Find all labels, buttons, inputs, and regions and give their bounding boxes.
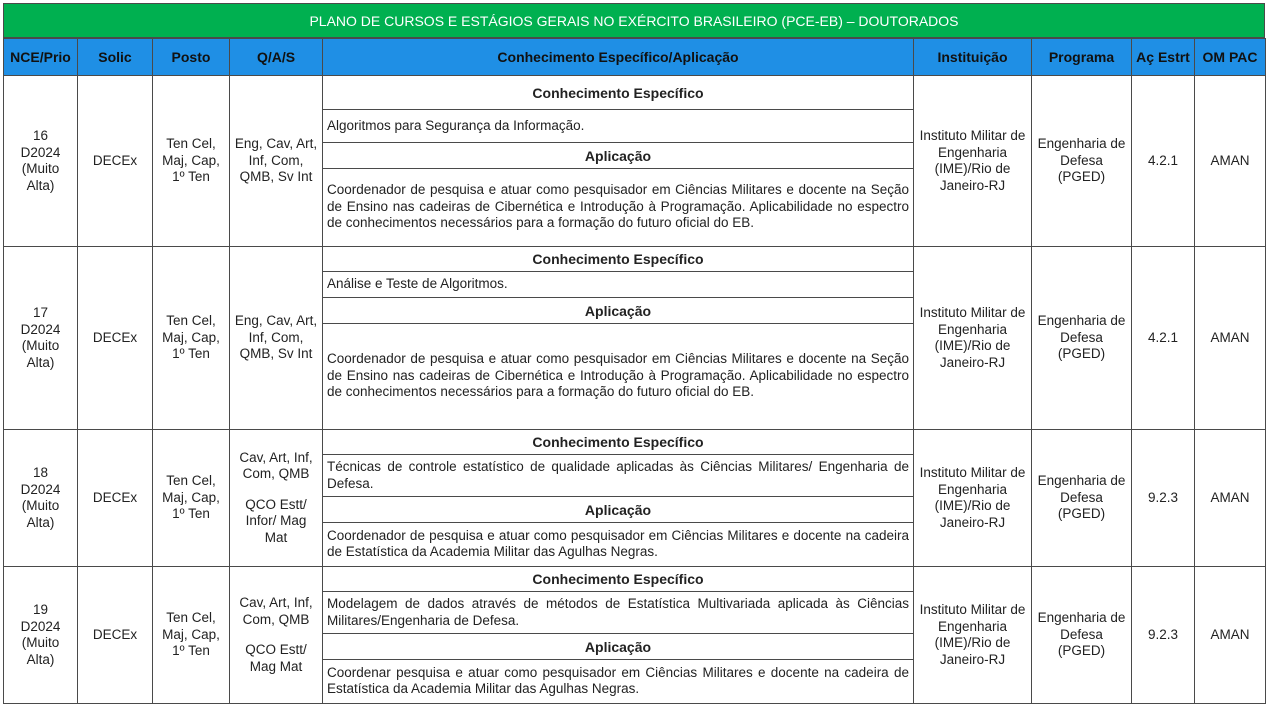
- qas-cell: Eng, Cav, Art, Inf, Com, QMB, Sv Int: [230, 247, 323, 430]
- knowledge-cell: [323, 567, 914, 704]
- om-pac-cell: AMAN: [1195, 430, 1266, 567]
- posto-cell: Ten Cel, Maj, Cap, 1º Ten: [153, 567, 230, 704]
- nce-number: 16: [32, 128, 49, 143]
- nce-code: D2024: [20, 144, 61, 160]
- nce-cell: [4, 247, 78, 430]
- application-text: Coordenar pesquisa e atuar como pesquisador em Ciências Militares e docente na cadeira de Estatística da Academia Militar das Agulhas Negras.: [327, 664, 909, 696]
- knowledge-heading: Conhecimento Específico: [323, 430, 913, 455]
- application-heading: Aplicação: [323, 497, 913, 523]
- nce-priority: (Muito Alta): [21, 338, 60, 370]
- qas-cell: Eng, Cav, Art, Inf, Com, QMB, Sv Int: [230, 76, 323, 247]
- om-pac-cell: AMAN: [1195, 567, 1266, 704]
- nce-number: 17: [32, 305, 49, 320]
- table-row: [4, 567, 1266, 704]
- application-heading: Aplicação: [323, 634, 913, 660]
- nce-cell: [4, 76, 78, 247]
- knowledge-text: Modelagem de dados através de métodos de Estatística Multivariada aplicada às Ciências Militares/Engenharia de Defesa.: [323, 592, 913, 634]
- solic-cell: DECEx: [78, 247, 153, 430]
- header-ac-estrt: Aç Estrt: [1132, 39, 1195, 76]
- table-row: [4, 430, 1266, 567]
- application-text: Coordenador de pesquisa e atuar como pesquisador em Ciências Militares e docente na cadeira de Estatística da Academia Militar das Agulhas Negras.: [327, 527, 909, 559]
- table-row: [4, 76, 1266, 247]
- table-title: PLANO DE CURSOS E ESTÁGIOS GERAIS NO EXÉRCITO BRASILEIRO (PCE-EB) – DOUTORADOS: [3, 3, 1265, 38]
- application-text: Coordenador de pesquisa e atuar como pesquisador em Ciências Militares e docente na Seção de Ensino nas cadeiras de Cibernética e Introdução à Programação. Aplicabilidade no espectro de conhecimentos necessários para a formação do futuro oficial do EB.: [327, 182, 909, 231]
- qas-primary: Cav, Art, Inf, Com, QMB: [239, 449, 313, 482]
- nce-number: 19: [32, 602, 49, 617]
- table-row: [4, 247, 1266, 430]
- header-posto: Posto: [153, 39, 230, 76]
- solic-cell: DECEx: [78, 430, 153, 567]
- qas-primary: Cav, Art, Inf, Com, QMB: [239, 595, 313, 627]
- instituicao-cell: Instituto Militar de Engenharia (IME)/Rio de Janeiro-RJ: [914, 430, 1032, 567]
- nce-number: 18: [32, 465, 49, 480]
- nce-priority: (Muito Alta): [21, 161, 60, 193]
- header-conhecimento: Conhecimento Específico/Aplicação: [323, 39, 914, 76]
- instituicao-cell: Instituto Militar de Engenharia (IME)/Rio de Janeiro-RJ: [914, 247, 1032, 430]
- qas-secondary: QCO Estt/ Infor/ Mag Mat: [245, 496, 307, 545]
- application-heading: Aplicação: [323, 298, 913, 324]
- header-row: [4, 39, 1266, 76]
- instituicao-cell: Instituto Militar de Engenharia (IME)/Rio de Janeiro-RJ: [914, 567, 1032, 704]
- om-pac-cell: AMAN: [1195, 76, 1266, 247]
- knowledge-heading: Conhecimento Específico: [323, 567, 913, 592]
- nce-code: D2024: [20, 481, 61, 497]
- instituicao-cell: Instituto Militar de Engenharia (IME)/Rio de Janeiro-RJ: [914, 76, 1032, 247]
- nce-code: D2024: [20, 618, 61, 634]
- nce-code: D2024: [20, 321, 61, 337]
- solic-cell: DECEx: [78, 567, 153, 704]
- posto-cell: Ten Cel, Maj, Cap, 1º Ten: [153, 247, 230, 430]
- nce-priority: (Muito Alta): [21, 498, 60, 530]
- knowledge-heading: Conhecimento Específico: [323, 247, 913, 272]
- courses-table: [3, 38, 1266, 704]
- ac-estrt-cell: 4.2.1: [1132, 247, 1195, 430]
- nce-cell: [4, 430, 78, 567]
- programa-cell: Engenharia de Defesa (PGED): [1032, 567, 1132, 704]
- programa-cell: Engenharia de Defesa (PGED): [1032, 76, 1132, 247]
- programa-cell: Engenharia de Defesa (PGED): [1032, 430, 1132, 567]
- programa-cell: Engenharia de Defesa (PGED): [1032, 247, 1132, 430]
- knowledge-cell: [323, 76, 914, 247]
- application-heading: Aplicação: [323, 143, 913, 169]
- posto-cell: Ten Cel, Maj, Cap, 1º Ten: [153, 430, 230, 567]
- qas-cell: [230, 567, 323, 704]
- knowledge-text: Análise e Teste de Algoritmos.: [323, 272, 913, 298]
- knowledge-heading: Conhecimento Específico: [323, 76, 913, 110]
- nce-cell: [4, 567, 78, 704]
- qas-cell: [230, 430, 323, 567]
- nce-priority: (Muito Alta): [21, 635, 60, 667]
- ac-estrt-cell: 9.2.3: [1132, 567, 1195, 704]
- knowledge-text: Técnicas de controle estatístico de qualidade aplicadas às Ciências Militares/ Engenharia de Defesa.: [323, 455, 913, 497]
- qas-secondary: QCO Estt/ Mag Mat: [245, 642, 307, 674]
- application-text: Coordenador de pesquisa e atuar como pesquisador em Ciências Militares e docente na Seção de Ensino nas cadeiras de Cibernética e Introdução à Programação. Aplicabilidade no espectro de conhecimentos necessários para a formação do futuro oficial do EB.: [327, 351, 909, 400]
- header-instituicao: Instituição: [914, 39, 1032, 76]
- ac-estrt-cell: 9.2.3: [1132, 430, 1195, 567]
- om-pac-cell: AMAN: [1195, 247, 1266, 430]
- header-programa: Programa: [1032, 39, 1132, 76]
- solic-cell: DECEx: [78, 76, 153, 247]
- posto-cell: Ten Cel, Maj, Cap, 1º Ten: [153, 76, 230, 247]
- knowledge-cell: [323, 247, 914, 430]
- knowledge-cell: [323, 430, 914, 567]
- header-solic: Solic: [78, 39, 153, 76]
- ac-estrt-cell: 4.2.1: [1132, 76, 1195, 247]
- header-qas: Q/A/S: [230, 39, 323, 76]
- knowledge-text: Algoritmos para Segurança da Informação.: [323, 110, 913, 143]
- header-om-pac: OM PAC: [1195, 39, 1266, 76]
- header-nce: NCE/Prio: [4, 39, 78, 76]
